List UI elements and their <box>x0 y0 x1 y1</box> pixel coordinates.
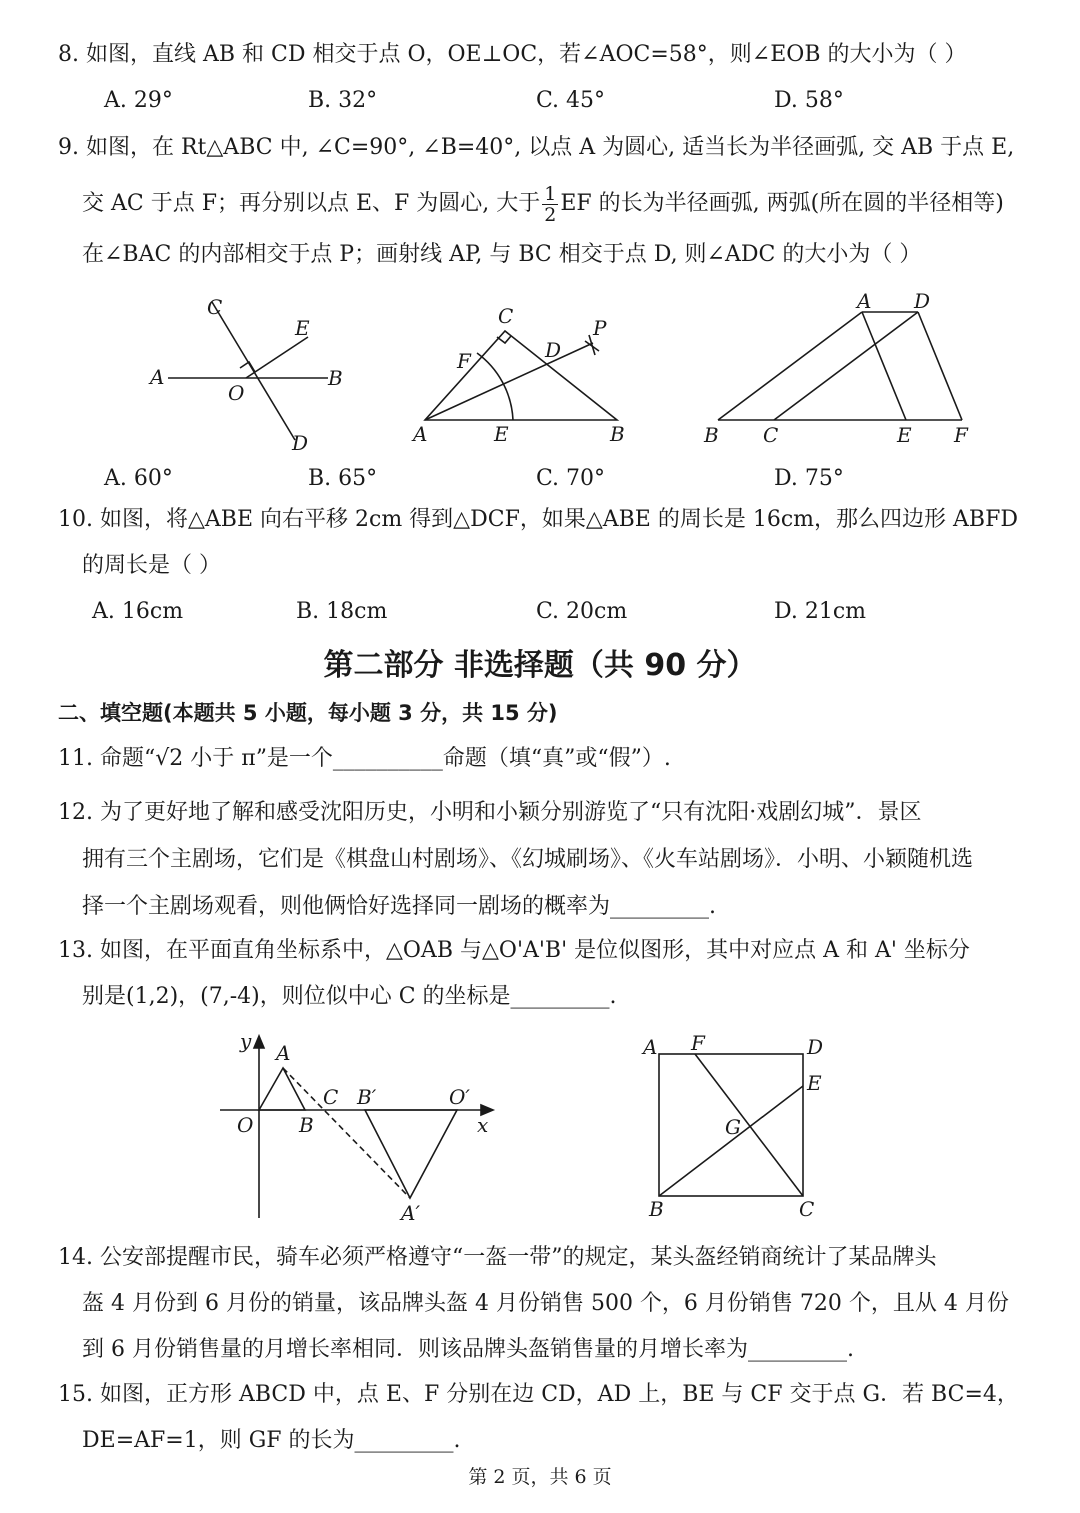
q9-option-a: A. 60° <box>104 466 173 491</box>
label-c: C <box>323 1085 339 1109</box>
label-o-prime: O′ <box>449 1085 470 1109</box>
label-d: D <box>807 1035 824 1059</box>
label-d: D <box>914 290 931 313</box>
label-c: C <box>799 1197 815 1221</box>
label-a: A <box>643 1035 658 1059</box>
q9-line-1: 9. 如图，在 Rt△ABC 中, ∠C=90°, ∠B=40°, 以点 A 为圆心, 适当长为半径画弧, 交 AB 于点 E, <box>58 135 1015 160</box>
q9-option-d: D. 75° <box>774 466 844 491</box>
label-a: A <box>857 290 872 313</box>
label-b: B <box>610 422 625 446</box>
segment-dc <box>774 312 918 420</box>
label-d: D <box>292 431 309 455</box>
q13-line-2: 别是(1,2)，(7,-4)，则位似中心 C 的坐标是_________. <box>82 984 617 1009</box>
q8-option-c: C. 45° <box>536 88 606 113</box>
q9-option-c: C. 70° <box>536 466 606 491</box>
label-b: B <box>649 1197 664 1221</box>
label-a: A <box>276 1041 291 1065</box>
q12-line-3: 择一个主剧场观看，则他俩恰好选择同一剧场的概率为_________. <box>82 894 716 919</box>
q9-line-2-pre: 交 AC 于点 F；再分别以点 E、F 为圆心, 大于 <box>82 191 541 216</box>
figure-angle-bisector <box>405 305 635 455</box>
label-b-prime: B′ <box>357 1085 377 1109</box>
q9-line-2-post: EF 的长为半径画弧, 两弧(所在圆的半径相等) <box>560 191 1004 216</box>
fraction-numerator: 1 <box>544 182 557 205</box>
label-g: G <box>725 1115 741 1139</box>
label-o: O <box>228 381 245 405</box>
q9-line-3: 在∠BAC 的内部相交于点 P；画射线 AP, 与 BC 相交于点 D, 则∠ADC 的大小为（ ） <box>82 242 922 267</box>
q9-line-2 <box>82 182 1004 226</box>
segment-df <box>918 312 962 420</box>
q15-line-1: 15. 如图，正方形 ABCD 中，点 E、F 分别在边 CD，AD 上，BE 与 CF 交于点 G．若 BC=4， <box>58 1382 1019 1407</box>
segment-cf <box>695 1054 803 1196</box>
q12-line-2: 拥有三个主剧场，它们是《棋盘山村剧场》、《幻城刷场》、《火车站剧场》．小明、小颖随机选 <box>82 847 974 872</box>
q8-option-a: A. 29° <box>104 88 173 113</box>
q8-option-d: D. 58° <box>774 88 844 113</box>
label-a-prime: A′ <box>401 1201 420 1225</box>
label-e: E <box>897 423 912 447</box>
figure-intersecting-lines <box>140 290 360 460</box>
label-a: A <box>150 365 165 389</box>
label-e: E <box>807 1071 822 1095</box>
q10-option-b: B. 18cm <box>296 599 388 624</box>
q10-line-1: 10. 如图，将△ABE 向右平移 2cm 得到△DCF，如果△ABE 的周长是 16cm，那么四边形 ABFD <box>58 507 1018 532</box>
figure-square-abcd <box>635 1028 835 1228</box>
q8-stem: 8. 如图，直线 AB 和 CD 相交于点 O，OE⊥OC，若∠AOC=58°，则∠EOB 的大小为（ ） <box>58 42 967 67</box>
label-b: B <box>704 423 719 447</box>
label-c: C <box>498 305 514 328</box>
q10-line-2: 的周长是（ ） <box>82 553 221 578</box>
figure-translation <box>700 290 990 455</box>
label-x: x <box>477 1113 489 1137</box>
q8-option-b: B. 32° <box>308 88 378 113</box>
label-f: F <box>691 1031 705 1055</box>
label-f: F <box>457 349 471 373</box>
triangle-oab <box>259 1068 305 1110</box>
figure-coordinate-homothety <box>215 1028 505 1228</box>
label-e: E <box>494 422 509 446</box>
label-y: y <box>240 1029 252 1053</box>
segment-ae <box>862 312 906 420</box>
q12-line-1: 12. 为了更好地了解和感受沈阳历史，小明和小颖分别游览了“只有沈阳·戏剧幻城”．景区 <box>58 800 922 825</box>
label-p: P <box>593 316 607 340</box>
label-b: B <box>299 1113 314 1137</box>
label-e: E <box>295 316 310 340</box>
page-footer: 第 2 页，共 6 页 <box>468 1466 612 1488</box>
q14-line-1: 14. 公安部提醒市民，骑车必须严格遵守“一盔一带”的规定，某头盔经销商统计了某品牌头 <box>58 1245 937 1270</box>
q9-option-b: B. 65° <box>308 466 378 491</box>
q14-line-3: 到 6 月份销售量的月增长率相同．则该品牌头盔销售量的月增长率为_________. <box>82 1337 854 1362</box>
label-c: C <box>207 295 223 319</box>
triangle-oab-image <box>365 1110 457 1198</box>
section-two-heading: 二、填空题(本题共 5 小题，每小题 3 分，共 15 分) <box>58 701 558 725</box>
label-d: D <box>545 338 562 362</box>
q13-line-1: 13. 如图，在平面直角坐标系中，△OAB 与△O'A'B' 是位似图形，其中对应点 A 和 A' 坐标分 <box>58 938 970 963</box>
label-c: C <box>763 423 779 447</box>
segment-ab <box>718 312 862 420</box>
q10-option-a: A. 16cm <box>92 599 184 624</box>
y-axis-arrow <box>254 1036 264 1048</box>
q10-option-d: D. 21cm <box>774 599 867 624</box>
q15-line-2: DE=AF=1，则 GF 的长为_________. <box>82 1428 461 1453</box>
q14-line-2: 盔 4 月份到 6 月份的销量，该品牌头盔 4 月份销售 500 个，6 月份销售 720 个，且从 4 月份 <box>82 1291 1009 1316</box>
part-two-title: 第二部分 非选择题（共 90 分） <box>323 648 757 683</box>
q11-stem: 11. 命题“√2 小于 π”是一个__________命题（填“真”或“假”）. <box>58 746 671 771</box>
fraction-denominator: 2 <box>544 203 557 226</box>
fraction-one-half <box>542 184 558 225</box>
ray-oe <box>246 337 308 378</box>
q10-option-c: C. 20cm <box>536 599 628 624</box>
label-b: B <box>328 366 343 390</box>
label-a: A <box>413 422 428 446</box>
label-o: O <box>237 1113 254 1137</box>
arc-ef <box>477 353 513 420</box>
label-f: F <box>954 423 968 447</box>
